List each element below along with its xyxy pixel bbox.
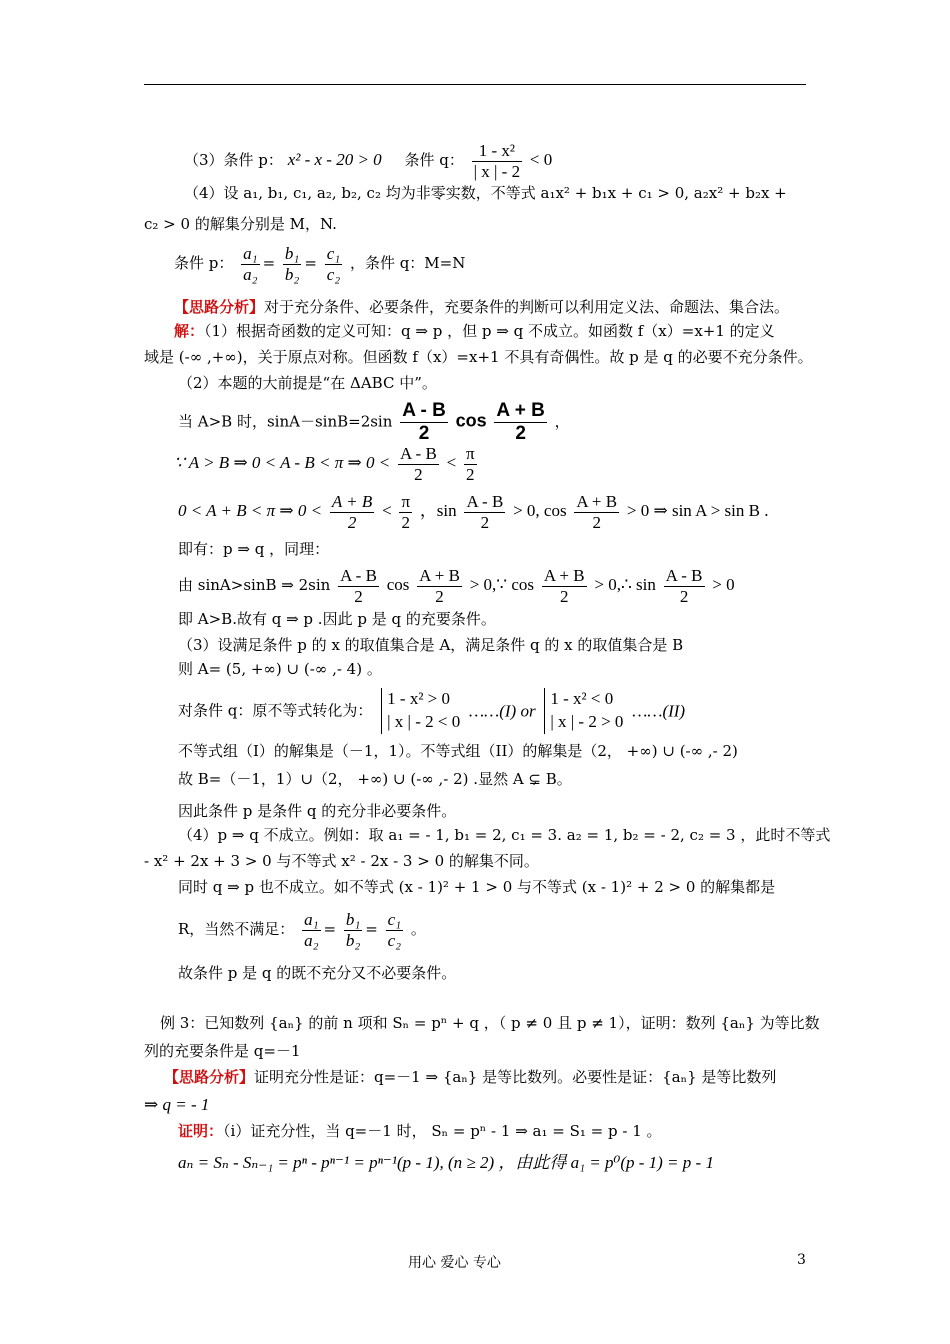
fraction: $\frac{A + B}{2}$ xyxy=(419,566,460,606)
text: 条件 q： xyxy=(404,151,464,170)
part-4-ratios: R，当然不满足： $\frac{\text{a₁}}{\text{a₂}}$ = $\frac{\text{b₁}}{\text{b₂}}$ = $\frac{\text{c₁}}{\text{c₂}}$ 。 xyxy=(178,910,426,950)
footer-text: 用心 爱心 专心 xyxy=(408,1255,501,1271)
part-2-conclusion-1: 即有：p ⇒ q ，同理： xyxy=(178,540,330,558)
analysis-tag: 【思路分析】 xyxy=(174,298,265,316)
fraction: $\frac{A - B}{2}$ xyxy=(466,492,504,532)
fraction: $\frac{\text{b₁}}{\text{b₂}}$ xyxy=(345,910,361,950)
fraction: $\frac{\pi}{2}$ xyxy=(465,444,475,484)
fraction: $\frac{\text{a₁}}{\text{a₂}}$ xyxy=(243,244,258,284)
inequality-system-2: 1 - x² < 0 | x | - 2 > 0 xyxy=(544,688,623,734)
fraction: $\frac{\pi}{2}$ xyxy=(401,492,411,532)
part-4-conclusion: 故条件 p 是 q 的既不充分又不必要条件。 xyxy=(178,964,457,982)
fraction: $\frac{\text{c₁}}{\text{c₂}}$ xyxy=(387,910,402,950)
solution-line: 解：（1）根据奇函数的定义可知：q ⇒ p ，但 p ⇒ q 不成立。如函数 f（x）=x+1 的定义 xyxy=(174,322,775,340)
fraction: $\frac{\text{1 - x²}}{| x | - 2}$ xyxy=(473,141,521,181)
part-2-converse: 由 sinA>sinB ⇒ 2sin $\frac{A - B}{2}$ cos $\frac{A + B}{2}$ > 0,∵ cos $\frac{A + B}{2}$ > 0,∴ sin $\frac{A - B}{2}$ > 0 xyxy=(178,566,735,606)
page-number: 3 xyxy=(797,1252,806,1268)
fraction: $\frac{A - B}{2}$ xyxy=(399,444,437,484)
fraction: $\frac{A - B}{2}$ xyxy=(665,566,703,606)
condition-4-cont: c₂ > 0 的解集分别是 M，N. xyxy=(144,215,337,233)
part-3-intro: （3）设满足条件 p 的 x 的取值集合是 A，满足条件 q 的 x 的取值集合是 B xyxy=(178,636,684,654)
fraction: $\frac{\text{b₁}}{\text{b₂}}$ xyxy=(284,244,300,284)
proof-tag: 证明： xyxy=(178,1122,224,1140)
analysis-tag: 【思路分析】 xyxy=(164,1068,255,1086)
proof-formula: aₙ = Sₙ - Sₙ₋₁ = pⁿ - pⁿ⁻¹ = pⁿ⁻¹(p - 1), (n ≥ 2) ，由此得 a₁ = p⁰(p - 1) = p - 1 xyxy=(178,1153,714,1172)
fraction: $\frac{A - B}{2}$ xyxy=(402,400,446,444)
fraction: $\frac{A + B}{2}$ xyxy=(576,492,618,532)
part-4-cont: - x² + 2x + 3 > 0 与不等式 x² - 2x - 3 > 0 的解集不同。 xyxy=(144,852,539,870)
fraction: $\frac{\text{a₁}}{\text{a₂}}$ xyxy=(304,910,319,950)
fraction: $\frac{A + B}{2}$ xyxy=(496,400,545,444)
text: （3）条件 p： xyxy=(184,151,283,170)
text: ，条件 q：M=N xyxy=(349,254,466,273)
formula: x² - x - 20 > 0 xyxy=(287,150,382,170)
example-3-analysis: 【思路分析】证明充分性是证：q=－1 ⇒ {aₙ} 是等比数列。必要性是证：{aₙ} 是等比数列 xyxy=(164,1068,777,1086)
part-4-counterexample: （4）p ⇒ q 不成立。例如：取 a₁ = - 1, b₁ = 2, c₁ = 3. a₂ = 1, b₂ = - 2, c₂ = 3 ，此时不等式 xyxy=(178,826,831,844)
analysis-line: 【思路分析】对于充分条件、必要条件，充要条件的判断可以利用定义法、命题法、集合法。 xyxy=(174,298,790,316)
example-3-analysis-cont: ⇒ q = - 1 xyxy=(144,1095,210,1114)
part-3-conclusion: 因此条件 p 是条件 q 的充分非必要条件。 xyxy=(178,802,457,820)
example-3-statement: 例 3：已知数列 {aₙ} 的前 n 项和 Sₙ = pⁿ + q ，（ p ≠ 0 且 p ≠ 1），证明：数列 {aₙ} 为等比数 xyxy=(160,1014,820,1032)
condition-4-line: （4）设 a₁, b₁, c₁, a₂, b₂, c₂ 均为非零实数，不等式 a₁x² + b₁x + c₁ > 0, a₂x² + b₂x + xyxy=(184,184,787,202)
fraction: $\frac{A + B}{2}$ xyxy=(543,566,585,606)
part-4-converse: 同时 q ⇒ p 也不成立。如不等式 (x - 1)² + 1 > 0 与不等式 (x - 1)² + 2 > 0 的解集都是 xyxy=(178,878,776,896)
inequality-system-1: 1 - x² > 0 | x | - 2 < 0 xyxy=(381,688,460,734)
part-2-conclusion-2: 即 A>B.故有 q ⇒ p .因此 p 是 q 的充要条件。 xyxy=(178,610,496,628)
fraction: $\frac{A - B}{2}$ xyxy=(340,566,377,606)
header-rule xyxy=(144,84,806,85)
example-3-cont: 列的充要条件是 q=－1 xyxy=(144,1042,301,1060)
formula: < 0 xyxy=(529,150,553,170)
fraction: $\frac{A + B}{2}$ xyxy=(331,492,373,532)
part-3-solution-sets: 不等式组（I）的解集是（－1，1）。不等式组（II）的解集是（2， +∞) ∪ (-∞ ,- 2) xyxy=(178,742,738,760)
condition-4-pq: 条件 p： $\frac{\text{a₁}}{\text{a₂}}$ = $\frac{\text{b₁}}{\text{b₂}}$ = $\frac{\text{c₁}}{\text{c₂}}$ ，条件 q：M=N xyxy=(174,244,466,284)
solution-tag: 解： xyxy=(174,322,205,340)
part-2-premise: （2）本题的大前提是“在 ΔABC 中”。 xyxy=(178,374,437,392)
condition-3-line xyxy=(184,141,552,181)
part-2-step-1: ∵ A > B ⇒ 0 < A - B < π ⇒ 0 < $\frac{A - B}{2}$ < $\frac{\pi}{2}$ xyxy=(174,444,475,484)
part-2-identity: 当 A>B 时，sinA－sinB=2sin $\frac{A - B}{2}$ cos $\frac{A + B}{2}$ ， xyxy=(178,400,570,444)
part-3-systems: 对条件 q：原不等式转化为： 1 - x² > 0 | x | - 2 < 0 ……(I) or 1 - x² < 0 | x | - 2 > 0 ……(II) xyxy=(178,688,685,734)
proof-line: 证明：（i）证充分性，当 q=－1 时， Sₙ = pⁿ - 1 ⇒ a₁ = S₁ = p - 1 。 xyxy=(178,1122,662,1140)
solution-cont: 域是 (-∞ ,+∞)，关于原点对称。但函数 f（x）=x+1 不具有奇偶性。故 p 是 q 的必要不充分条件。 xyxy=(144,348,813,366)
part-2-step-2: 0 < A + B < π ⇒ 0 < $\frac{A + B}{2}$ < $\frac{\pi}{2}$ ，sin $\frac{A - B}{2}$ > 0, cos $\frac{A + B}{2}$ > 0 ⇒ sin A > sin B . xyxy=(178,492,769,532)
fraction: $\frac{\text{c₁}}{\text{c₂}}$ xyxy=(326,244,341,284)
part-3-set-a: 则 A= (5, +∞) ∪ (-∞ ,- 4) 。 xyxy=(178,660,382,678)
part-3-set-b: 故 B=（－1，1）∪（2， +∞) ∪ (-∞ ,- 2) .显然 A ⊊ B。 xyxy=(178,770,572,788)
text: 条件 p： xyxy=(174,254,234,273)
